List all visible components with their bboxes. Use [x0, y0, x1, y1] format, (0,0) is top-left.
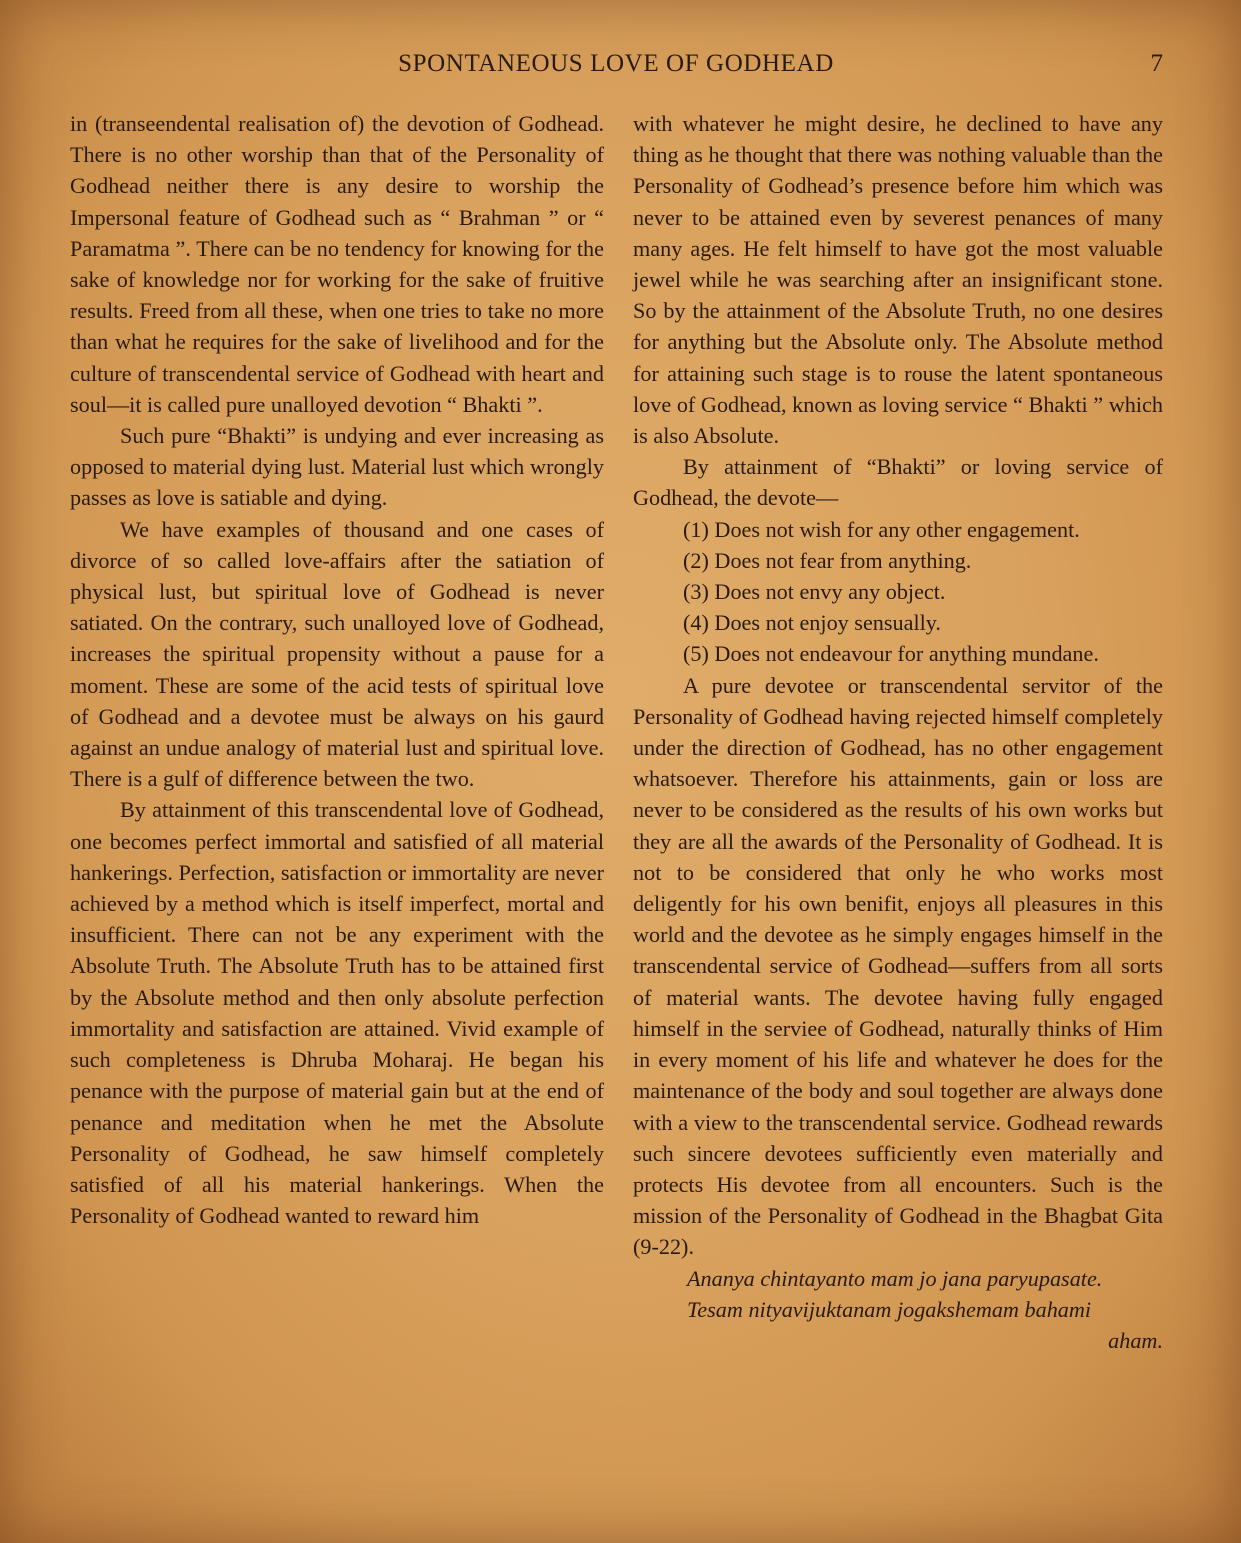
- paragraph: Such pure “Bhakti” is undying and ever increasing as opposed to material dying lust. Material lust which wrongly passes as love is satiable and dying.: [70, 423, 604, 511]
- verse-line: Tesam nityavijuktanam jogakshemam bahami: [687, 1296, 1092, 1322]
- paragraph: in (transeendental realisation of) the devotion of Godhead. There is no other worship than that of the Personality of Godhead neither there is any desire to worship the Impersonal feature of Godhead such as “ Brahman ” or “ Paramatma ”. There can be no tendency for knowing for the sake of knowledge nor for working for the sake of fruitive results. Freed from all these, when one tries to take no more than what he requires for the sake of livelihood and for the culture of transcendental service of Godhead with heart and soul—it is called pure unalloyed devotion “ Bhakti ”.: [70, 111, 604, 417]
- paragraph: A pure devotee or transcendental servitor of the Personality of Godhead having rejected himself completely under the direction of Godhead, has no other engagement whatsoever. Therefore his attainments, gain or loss are never to be considered as the results of his own works but they are all the awards of the Personality of Godhead. It is not to be considered that only he who works most deligently for his own benifit, enjoys all pleasures in this world and the devotee as he simply engages himself in the transcendental service of Godhead—suffers from all sorts of material wants. The devotee having fully engaged himself in the serviee of Godhead, naturally thinks of Him in every moment of his life and whatever he does for the maintenance of the body and soul together are always done with a view to the transcendental service. Godhead rewards such sincere devotees sufficiently even materially and protects His devotee from all encounters. Such is the mission of the Personality of Godhead in the Bhagbat Gita (9-22).: [633, 672, 1163, 1260]
- paragraph: We have examples of thousand and one cases of divorce of so called love-affairs after the satiation of physical lust, but spiritual love of Godhead is never satiated. On the contrary, such unalloyed love of Godhead, increases the spiritual propensity without a pause for a moment. These are some of the acid tests of spiritual love of Godhead and a devotee must be always on his gaurd against an undue analogy of material lust and spiritual love. There is a gulf of difference between the two.: [70, 516, 604, 792]
- left-column: [70, 108, 604, 1231]
- list-item: (5) Does not endeavour for anything mundane.: [683, 641, 1099, 667]
- devotee-qualities-list: [633, 514, 1163, 670]
- page-header: [0, 50, 1241, 86]
- list-item: (4) Does not enjoy sensually.: [683, 610, 941, 636]
- verse-line: Ananya chintayanto mam jo jana paryupasate.: [687, 1265, 1103, 1291]
- paragraph: By attainment of this transcendental love of Godhead, one becomes perfect immortal and satisfied of all material hankerings. Perfection, satisfaction or immortality are never achieved by a method which is itself imperfect, mortal and insufficient. There can not be any experiment with the Absolute Truth. The Absolute Truth has to be attained first by the Absolute method and then only absolute perfection immortality and satisfaction are attained. Vivid example of such completeness is Dhruba Moharaj. He began his penance with the purpose of material gain but at the end of penance and meditation when he met the Absolute Personality of Godhead, he saw himself completely satisfied of all his material hankerings. When the Personality of Godhead wanted to reward him: [70, 797, 604, 1229]
- gita-verse: [633, 1263, 1163, 1357]
- running-title: SPONTANEOUS LOVE OF GODHEAD: [398, 50, 834, 77]
- page-number: 7: [1150, 50, 1163, 77]
- paragraph: By attainment of “Bhakti” or loving service of Godhead, the devote—: [633, 454, 1163, 511]
- list-item: (1) Does not wish for any other engagement.: [683, 516, 1080, 542]
- right-column: [633, 108, 1163, 1356]
- list-item: (3) Does not envy any object.: [683, 579, 946, 605]
- list-item: (2) Does not fear from anything.: [683, 547, 972, 573]
- verse-line: aham.: [1108, 1327, 1163, 1353]
- paragraph: with whatever he might desire, he declined to have any thing as he thought that there was nothing valuable than the Personality of Godhead’s presence before him which was never to be attained even by severest penances of many many ages. He felt himself to have got the most valuable jewel while he was searching after an insignificant stone. So by the attainment of the Absolute Truth, no one desires for anything but the Absolute only. The Absolute method for attaining such stage is to rouse the latent spontaneous love of Godhead, known as loving service “ Bhakti ” which is also Absolute.: [633, 111, 1163, 449]
